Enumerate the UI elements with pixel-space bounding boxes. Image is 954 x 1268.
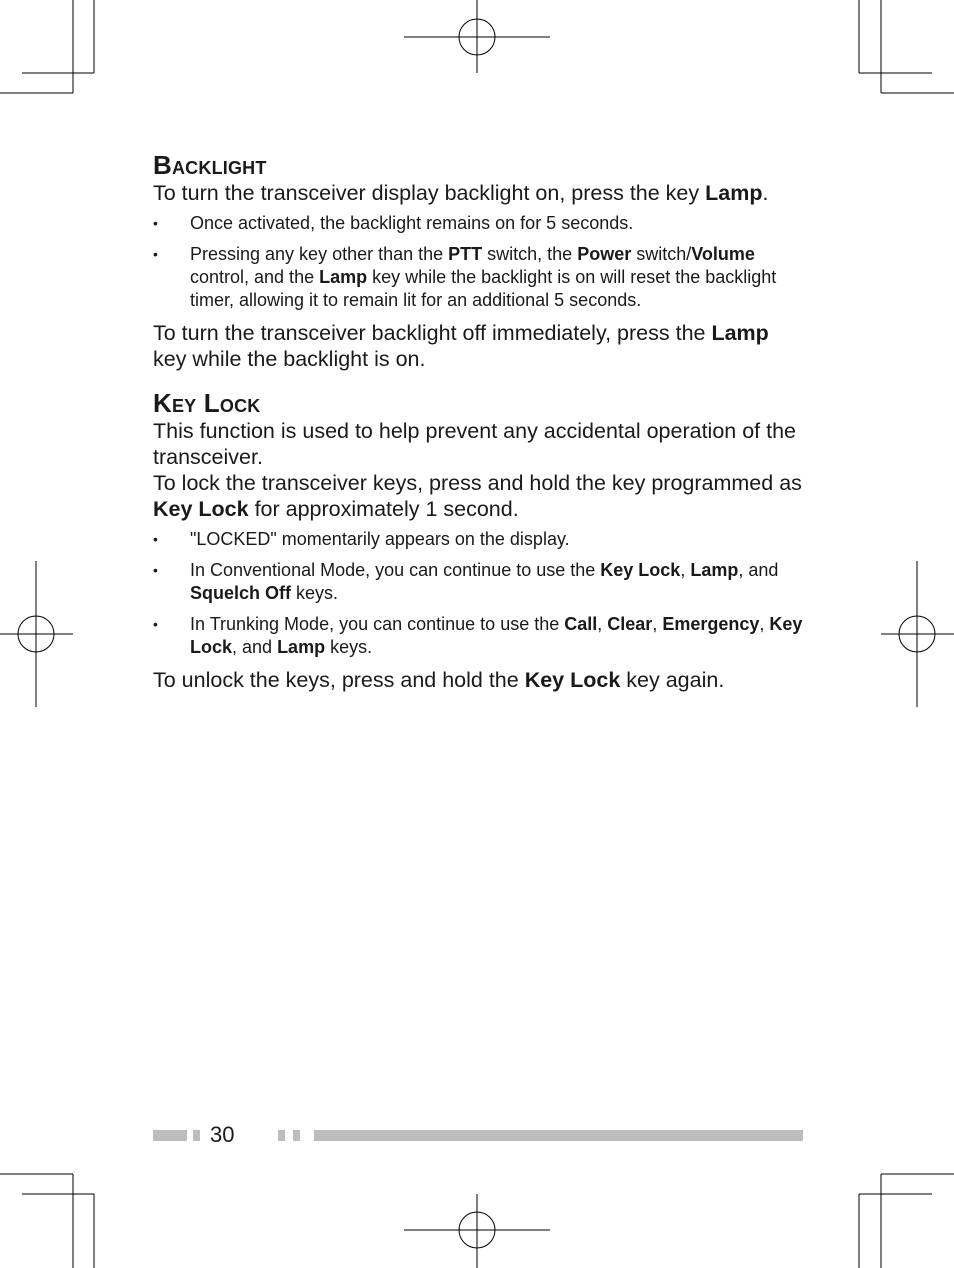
list-item xyxy=(153,559,803,605)
key-name: Call xyxy=(564,614,598,634)
bullet-marker: • xyxy=(153,531,158,547)
text-run: This function is used to help prevent any accidental operation of the transceiver. xyxy=(153,419,797,469)
section-title: Key Lock xyxy=(153,388,261,418)
key-name: Key Lock xyxy=(190,614,803,657)
key-name: Key Lock xyxy=(600,560,681,580)
text-run: To turn the transceiver backlight off immediately, press the xyxy=(153,321,712,345)
page-content xyxy=(153,150,803,693)
section-key-lock xyxy=(153,388,803,693)
key-name: Volume xyxy=(691,244,755,264)
text-run: , xyxy=(652,614,663,634)
text-run: , xyxy=(597,614,608,634)
text-run: switch, the xyxy=(482,244,578,264)
key-name: PTT xyxy=(448,244,483,264)
page-number: 30 xyxy=(210,1122,235,1147)
keylock-instruction xyxy=(153,470,803,522)
backlight-outro xyxy=(153,320,803,372)
keylock-outro xyxy=(153,667,803,693)
list-item xyxy=(153,212,803,235)
text-run: "LOCKED" momentarily appears on the display. xyxy=(190,529,570,549)
footer-bar-decoration xyxy=(314,1130,803,1141)
keylock-intro xyxy=(153,418,803,470)
text-run: switch/ xyxy=(631,244,692,264)
list-item xyxy=(153,243,803,312)
bullet-marker: • xyxy=(153,215,158,231)
text-run: In Conventional Mode, you can continue to use the xyxy=(190,560,601,580)
section-title: Backlight xyxy=(153,150,267,180)
text-run: , xyxy=(759,614,770,634)
text-run: To unlock the keys, press and hold the xyxy=(153,668,525,692)
footer-bar-decoration xyxy=(293,1130,300,1141)
text-run: , xyxy=(680,560,691,580)
footer-bar-decoration xyxy=(193,1130,200,1141)
page-footer xyxy=(153,1122,803,1148)
text-run: , and xyxy=(738,560,779,580)
footer-bar-decoration xyxy=(153,1130,187,1141)
text-run: To turn the transceiver display backlight on, press the key xyxy=(153,181,706,205)
key-name: Power xyxy=(577,244,632,264)
bullet-marker: • xyxy=(153,246,158,262)
text-run: key again. xyxy=(620,668,725,692)
text-run: control, and the xyxy=(190,267,320,287)
text-run: Once activated, the backlight remains on for 5 seconds. xyxy=(190,213,634,233)
key-name: Lamp xyxy=(690,560,739,580)
text-run: key while the backlight is on will reset the backlight timer, allowing it to remain lit for an additional 5 seconds. xyxy=(190,267,777,310)
footer-bar-decoration xyxy=(278,1130,285,1141)
text-run: . xyxy=(762,181,769,205)
key-name: Emergency xyxy=(662,614,760,634)
key-name: Key Lock xyxy=(524,668,621,692)
text-run: keys. xyxy=(325,637,373,657)
key-name: Lamp xyxy=(711,321,769,345)
key-name: Squelch Off xyxy=(190,583,292,603)
backlight-bullet-list xyxy=(153,212,803,312)
list-item xyxy=(153,613,803,659)
bullet-marker: • xyxy=(153,562,158,578)
backlight-intro xyxy=(153,180,803,206)
list-item xyxy=(153,528,803,551)
text-run: , and xyxy=(232,637,278,657)
text-run: Pressing any key other than the xyxy=(190,244,449,264)
key-name: Lamp xyxy=(319,267,368,287)
text-run: key while the backlight is on. xyxy=(153,347,426,371)
text-run: To lock the transceiver keys, press and hold the key programmed as xyxy=(153,471,802,495)
text-run: keys. xyxy=(291,583,339,603)
section-backlight xyxy=(153,150,803,372)
keylock-bullet-list xyxy=(153,528,803,659)
key-name: Lamp xyxy=(705,181,763,205)
text-run: for approximately 1 second. xyxy=(248,497,519,521)
key-name: Lamp xyxy=(277,637,326,657)
bullet-marker: • xyxy=(153,616,158,632)
key-name: Clear xyxy=(607,614,653,634)
text-run: In Trunking Mode, you can continue to use the xyxy=(190,614,565,634)
key-name: Key Lock xyxy=(153,497,249,521)
